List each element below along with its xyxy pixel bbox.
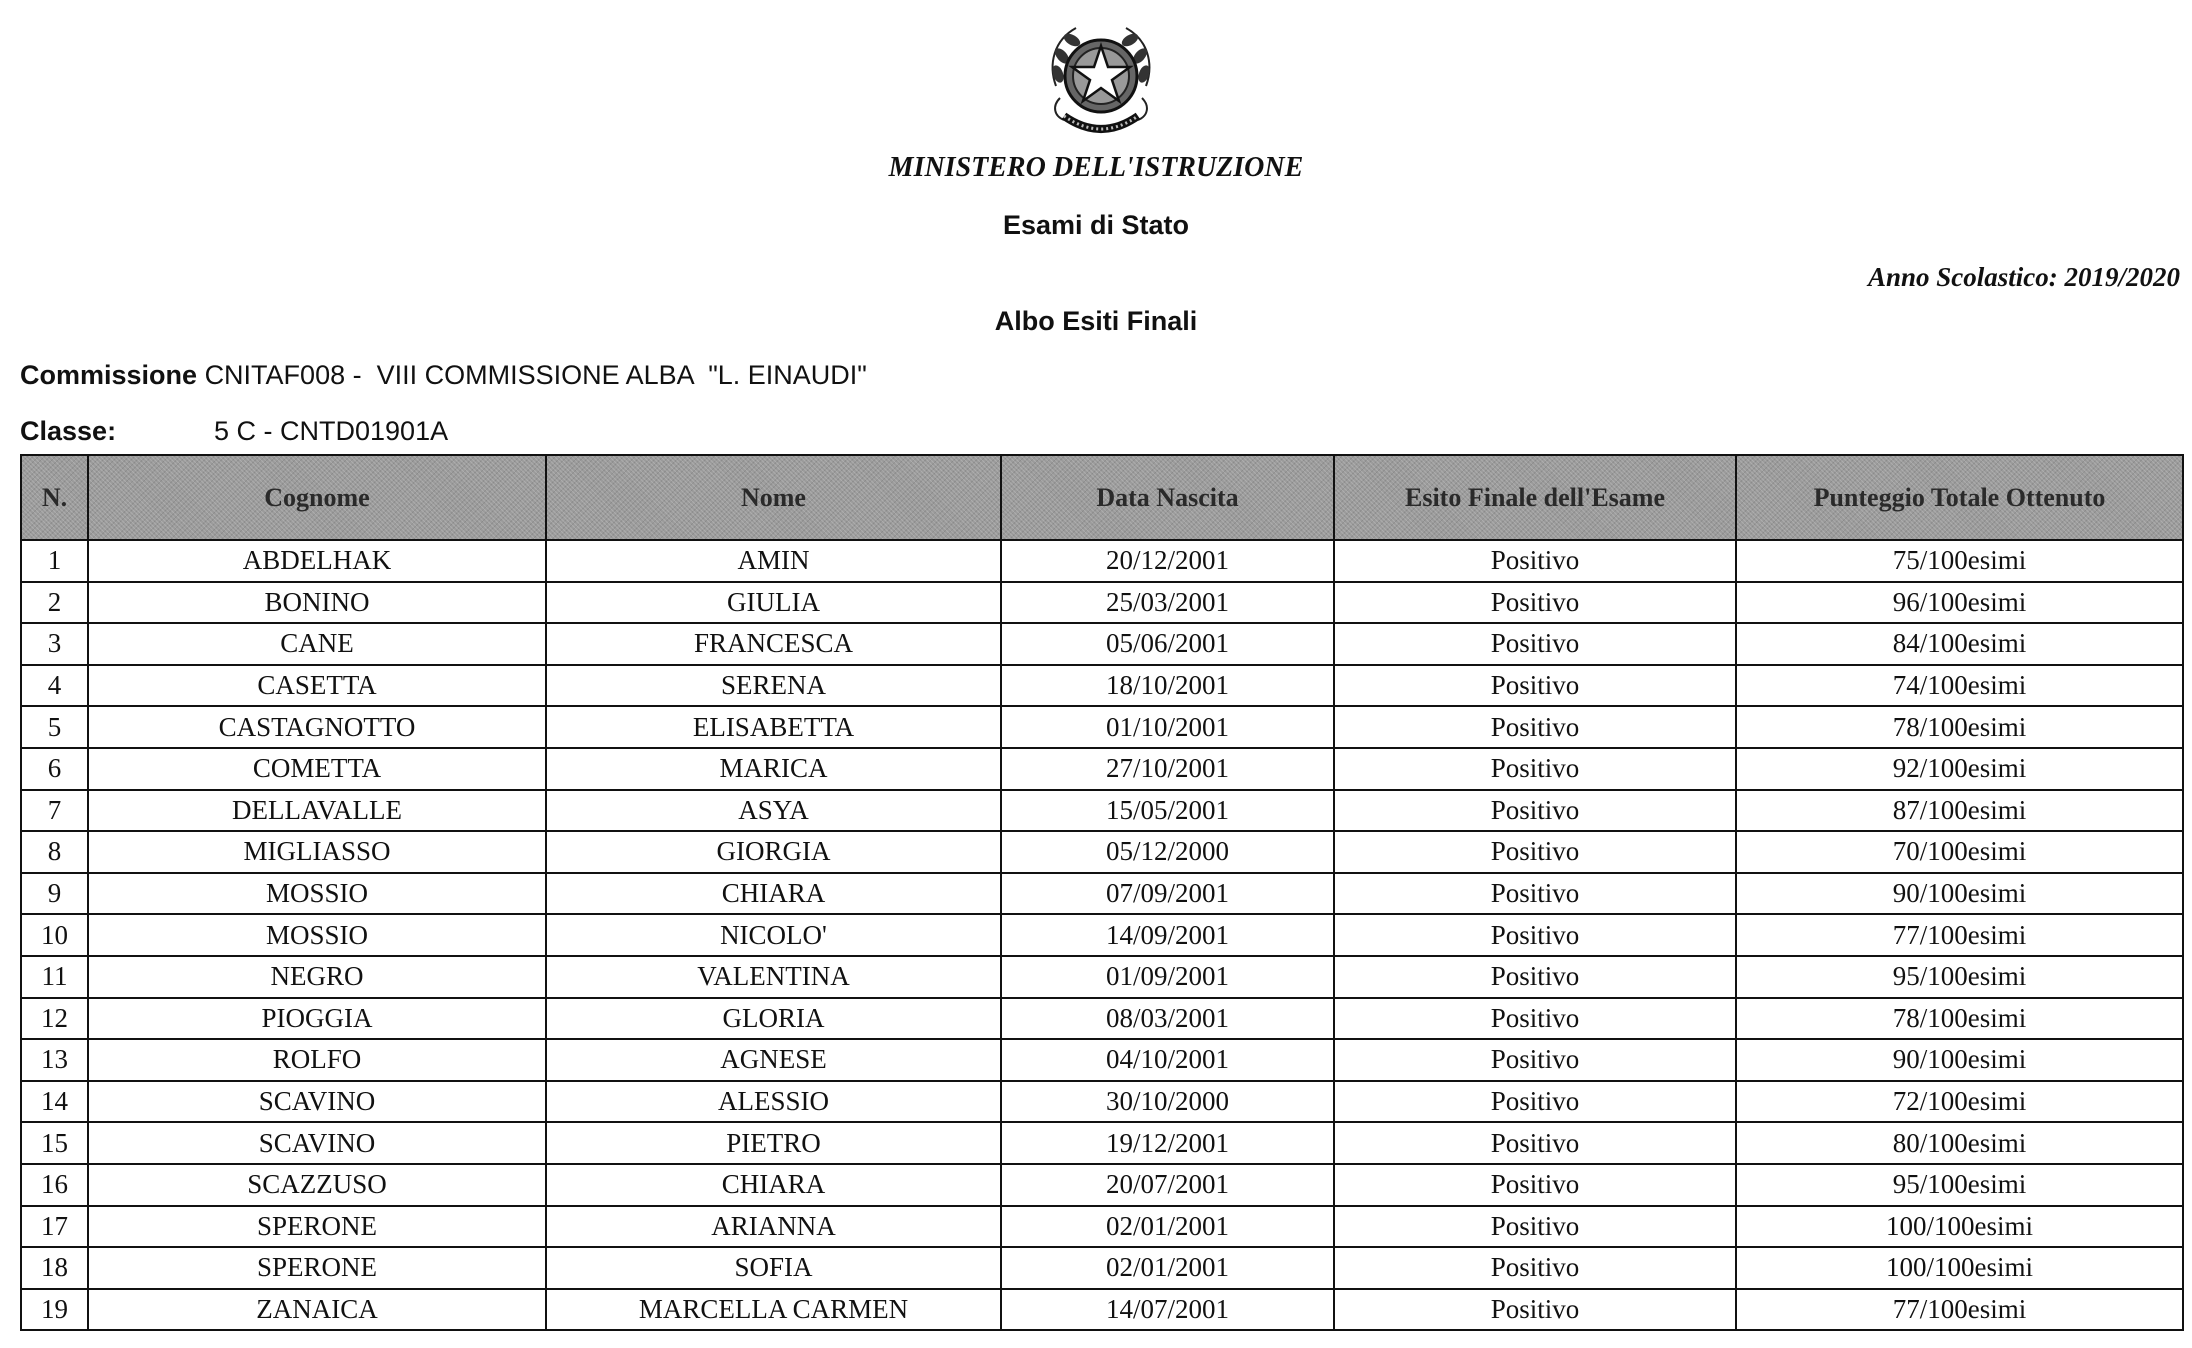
birth-date-cell: 05/12/2000: [1001, 831, 1334, 873]
table-header-row: [21, 455, 2183, 540]
birth-date-cell: 01/10/2001: [1001, 706, 1334, 748]
surname-cell: SCAZZUSO: [88, 1164, 546, 1206]
table-row: [21, 1081, 2183, 1123]
surname-cell: ABDELHAK: [88, 540, 546, 582]
table-row: [21, 706, 2183, 748]
row-number-cell: 7: [21, 790, 88, 832]
birth-date-cell: 05/06/2001: [1001, 623, 1334, 665]
surname-cell: MIGLIASSO: [88, 831, 546, 873]
name-cell: GLORIA: [546, 998, 1001, 1040]
surname-cell: CASTAGNOTTO: [88, 706, 546, 748]
name-cell: ALESSIO: [546, 1081, 1001, 1123]
birth-date-cell: 08/03/2001: [1001, 998, 1334, 1040]
exam-result-cell: Positivo: [1334, 665, 1736, 707]
exam-result-cell: Positivo: [1334, 1164, 1736, 1206]
row-number-cell: 17: [21, 1206, 88, 1248]
birth-date-cell: 14/07/2001: [1001, 1289, 1334, 1331]
results-body: [21, 540, 2183, 1330]
name-cell: SOFIA: [546, 1247, 1001, 1289]
name-cell: AMIN: [546, 540, 1001, 582]
class-value: 5 C - CNTD01901A: [214, 416, 449, 446]
column-header-birth-date: Data Nascita: [1001, 455, 1334, 540]
surname-cell: PIOGGIA: [88, 998, 546, 1040]
birth-date-cell: 04/10/2001: [1001, 1039, 1334, 1081]
table-row: [21, 873, 2183, 915]
name-cell: CHIARA: [546, 1164, 1001, 1206]
surname-cell: COMETTA: [88, 748, 546, 790]
exam-title: Esami di Stato: [1002, 210, 1190, 240]
score-cell: 96/100esimi: [1736, 582, 2183, 624]
row-number-cell: 14: [21, 1081, 88, 1123]
birth-date-cell: 20/07/2001: [1001, 1164, 1334, 1206]
name-cell: GIORGIA: [546, 831, 1001, 873]
table-row: [21, 623, 2183, 665]
row-number-cell: 1: [21, 540, 88, 582]
row-number-cell: 13: [21, 1039, 88, 1081]
exam-result-cell: Positivo: [1334, 1206, 1736, 1248]
surname-cell: ROLFO: [88, 1039, 546, 1081]
column-header-number: N.: [21, 455, 88, 540]
row-number-cell: 9: [21, 873, 88, 915]
name-cell: FRANCESCA: [546, 623, 1001, 665]
table-row: [21, 1289, 2183, 1331]
commission-line: [20, 360, 867, 391]
row-number-cell: 2: [21, 582, 88, 624]
exam-result-cell: Positivo: [1334, 956, 1736, 998]
birth-date-cell: 01/09/2001: [1001, 956, 1334, 998]
row-number-cell: 19: [21, 1289, 88, 1331]
row-number-cell: 15: [21, 1122, 88, 1164]
name-cell: NICOLO': [546, 914, 1001, 956]
surname-cell: SCAVINO: [88, 1122, 546, 1164]
row-number-cell: 18: [21, 1247, 88, 1289]
birth-date-cell: 19/12/2001: [1001, 1122, 1334, 1164]
table-row: [21, 914, 2183, 956]
surname-cell: MOSSIO: [88, 873, 546, 915]
table-row: [21, 1206, 2183, 1248]
row-number-cell: 8: [21, 831, 88, 873]
score-cell: 77/100esimi: [1736, 1289, 2183, 1331]
row-number-cell: 3: [21, 623, 88, 665]
name-cell: ELISABETTA: [546, 706, 1001, 748]
results-table: [20, 454, 2184, 1331]
score-cell: 77/100esimi: [1736, 914, 2183, 956]
commission-value: CNITAF008 - VIII COMMISSIONE ALBA "L. EINAUDI": [204, 360, 867, 390]
exam-result-cell: Positivo: [1334, 998, 1736, 1040]
score-cell: 74/100esimi: [1736, 665, 2183, 707]
birth-date-cell: 02/01/2001: [1001, 1206, 1334, 1248]
column-header-score: Punteggio Totale Ottenuto: [1736, 455, 2183, 540]
birth-date-cell: 07/09/2001: [1001, 873, 1334, 915]
birth-date-cell: 25/03/2001: [1001, 582, 1334, 624]
score-cell: 75/100esimi: [1736, 540, 2183, 582]
table-row: [21, 582, 2183, 624]
commission-label: Commissione: [20, 360, 198, 390]
score-cell: 90/100esimi: [1736, 873, 2183, 915]
score-cell: 72/100esimi: [1736, 1081, 2183, 1123]
birth-date-cell: 27/10/2001: [1001, 748, 1334, 790]
birth-date-cell: 02/01/2001: [1001, 1247, 1334, 1289]
score-cell: 78/100esimi: [1736, 998, 2183, 1040]
score-cell: 84/100esimi: [1736, 623, 2183, 665]
exam-result-cell: Positivo: [1334, 748, 1736, 790]
exam-result-cell: Positivo: [1334, 1289, 1736, 1331]
exam-result-cell: Positivo: [1334, 582, 1736, 624]
table-row: [21, 1122, 2183, 1164]
table-row: [21, 831, 2183, 873]
name-cell: VALENTINA: [546, 956, 1001, 998]
score-cell: 100/100esimi: [1736, 1206, 2183, 1248]
surname-cell: SCAVINO: [88, 1081, 546, 1123]
row-number-cell: 5: [21, 706, 88, 748]
name-cell: ARIANNA: [546, 1206, 1001, 1248]
score-cell: 100/100esimi: [1736, 1247, 2183, 1289]
surname-cell: DELLAVALLE: [88, 790, 546, 832]
name-cell: MARICA: [546, 748, 1001, 790]
table-row: [21, 665, 2183, 707]
table-row: [21, 540, 2183, 582]
table-row: [21, 1039, 2183, 1081]
name-cell: MARCELLA CARMEN: [546, 1289, 1001, 1331]
score-cell: 87/100esimi: [1736, 790, 2183, 832]
surname-cell: MOSSIO: [88, 914, 546, 956]
name-cell: CHIARA: [546, 873, 1001, 915]
exam-result-cell: Positivo: [1334, 790, 1736, 832]
row-number-cell: 16: [21, 1164, 88, 1206]
table-row: [21, 998, 2183, 1040]
surname-cell: BONINO: [88, 582, 546, 624]
table-row: [21, 956, 2183, 998]
row-number-cell: 6: [21, 748, 88, 790]
surname-cell: NEGRO: [88, 956, 546, 998]
score-cell: 95/100esimi: [1736, 956, 2183, 998]
name-cell: GIULIA: [546, 582, 1001, 624]
surname-cell: CASETTA: [88, 665, 546, 707]
exam-result-cell: Positivo: [1334, 873, 1736, 915]
surname-cell: CANE: [88, 623, 546, 665]
birth-date-cell: 20/12/2001: [1001, 540, 1334, 582]
exam-result-cell: Positivo: [1334, 706, 1736, 748]
exam-result-cell: Positivo: [1334, 540, 1736, 582]
score-cell: 80/100esimi: [1736, 1122, 2183, 1164]
birth-date-cell: 14/09/2001: [1001, 914, 1334, 956]
table-row: [21, 1247, 2183, 1289]
score-cell: 92/100esimi: [1736, 748, 2183, 790]
table-row: [21, 748, 2183, 790]
birth-date-cell: 15/05/2001: [1001, 790, 1334, 832]
column-header-surname: Cognome: [88, 455, 546, 540]
exam-result-cell: Positivo: [1334, 1247, 1736, 1289]
surname-cell: ZANAICA: [88, 1289, 546, 1331]
exam-result-cell: Positivo: [1334, 831, 1736, 873]
school-year: Anno Scolastico: 2019/2020: [1867, 262, 2180, 292]
row-number-cell: 11: [21, 956, 88, 998]
column-header-exam-result: Esito Finale dell'Esame: [1334, 455, 1736, 540]
column-header-name: Nome: [546, 455, 1001, 540]
name-cell: SERENA: [546, 665, 1001, 707]
class-label: Classe:: [20, 416, 117, 446]
name-cell: AGNESE: [546, 1039, 1001, 1081]
exam-result-cell: Positivo: [1334, 1122, 1736, 1164]
exam-result-cell: Positivo: [1334, 914, 1736, 956]
name-cell: ASYA: [546, 790, 1001, 832]
birth-date-cell: 30/10/2000: [1001, 1081, 1334, 1123]
birth-date-cell: 18/10/2001: [1001, 665, 1334, 707]
class-line: [20, 416, 449, 447]
table-row: [21, 1164, 2183, 1206]
table-row: [21, 790, 2183, 832]
exam-result-cell: Positivo: [1334, 1039, 1736, 1081]
exam-result-cell: Positivo: [1334, 623, 1736, 665]
albo-title: Albo Esiti Finali: [994, 306, 1198, 336]
row-number-cell: 10: [21, 914, 88, 956]
surname-cell: SPERONE: [88, 1247, 546, 1289]
row-number-cell: 4: [21, 665, 88, 707]
name-cell: PIETRO: [546, 1122, 1001, 1164]
score-cell: 95/100esimi: [1736, 1164, 2183, 1206]
row-number-cell: 12: [21, 998, 88, 1040]
score-cell: 90/100esimi: [1736, 1039, 2183, 1081]
ministry-title: MINISTERO DELL'ISTRUZIONE: [888, 152, 1304, 183]
score-cell: 78/100esimi: [1736, 706, 2183, 748]
repubblica-italiana-emblem-icon: [1042, 16, 1160, 144]
score-cell: 70/100esimi: [1736, 831, 2183, 873]
surname-cell: SPERONE: [88, 1206, 546, 1248]
exam-result-cell: Positivo: [1334, 1081, 1736, 1123]
